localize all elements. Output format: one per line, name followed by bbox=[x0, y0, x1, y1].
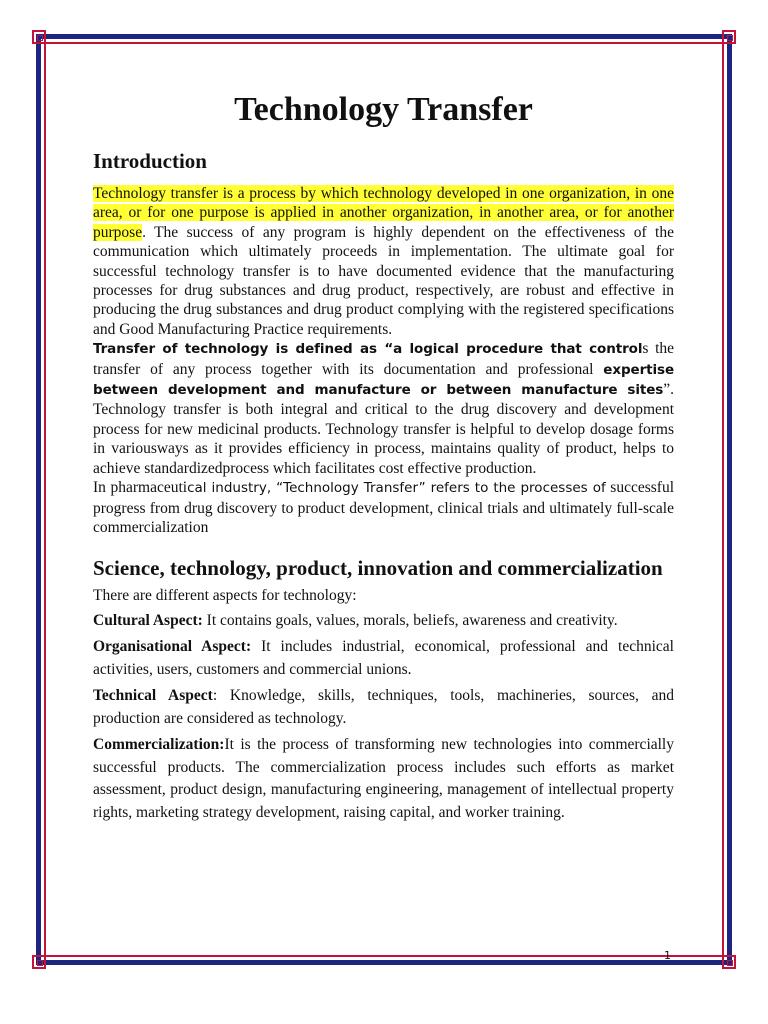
section-2-heading: Science, technology, product, innovation and commercialization bbox=[93, 556, 663, 581]
page-number: 1 bbox=[664, 949, 671, 962]
definition-lead: Transfer of technology is defined as “a logical procedure that control bbox=[93, 341, 643, 358]
definition-continuation: s the transfer of any process together with its documentation and professional bbox=[93, 340, 675, 378]
intro-paragraph-2-rest: ”. Technology transfer is both integral and critical to the drug discovery and development process for new medicinal products. Technology transfer is helpful to develop dosage forms in variousways as it provides efficiency in process, maintains quality of product, helps to achieve standardizedprocess which facilitates cost effective production. bbox=[93, 381, 674, 477]
section-2-lead: There are different aspects for technology: bbox=[93, 587, 357, 605]
aspect-text: It is the process of transforming new technologies into commercially successful products. The commercialization process includes such efforts as market assessment, product design, manufacturing engineering, management of intellectual property rights, marketing strategy development, raising capital, and worker training. bbox=[93, 736, 674, 821]
definition-expertise: expertise between development and manufacture or between manufacture sites bbox=[93, 361, 674, 399]
aspect-text: It includes industrial, economical, professional and technical activities, users, customers and commercial unions. bbox=[93, 638, 674, 678]
intro-paragraph-1 bbox=[93, 184, 674, 339]
highlighted-definition: Technology transfer is a process by which technology developed in one organization, in one area, or for one purpose is applied in another organization, in another area, or for another purpose bbox=[93, 185, 674, 241]
aspect-technical bbox=[93, 685, 674, 730]
corner-ornament-bottom-left bbox=[32, 955, 46, 969]
corner-ornament-top-right bbox=[722, 30, 736, 44]
aspect-text: : Knowledge, skills, techniques, tools, machineries, sources, and production are considered as technology. bbox=[93, 687, 674, 727]
aspect-label: Technical Aspect bbox=[93, 687, 213, 705]
intro-heading: Introduction bbox=[93, 149, 207, 173]
aspect-cultural bbox=[93, 610, 674, 633]
intro-paragraph-3 bbox=[93, 478, 674, 537]
aspect-label: Commercialization: bbox=[93, 736, 225, 754]
intro-paragraph-3-end: successful progress from drug discovery to product development, clinical trials and ultimately full-scale commercialization bbox=[93, 479, 675, 536]
aspect-label: Cultural Aspect: bbox=[93, 611, 203, 629]
corner-ornament-bottom-right bbox=[722, 955, 736, 969]
document-body bbox=[93, 86, 674, 824]
aspect-text: It contains goals, values, morals, beliefs, awareness and creativity. bbox=[202, 611, 618, 629]
intro-paragraph-3-mid: cal industry, “Technology Transfer” refers to the processes of bbox=[187, 480, 606, 497]
document-title: Technology Transfer bbox=[234, 91, 533, 128]
aspect-organisational bbox=[93, 636, 674, 681]
aspect-label: Organisational Aspect: bbox=[93, 638, 252, 656]
intro-paragraph-1-rest: . The success of any program is highly dependent on the effectiveness of the communication which ultimately proceeds in implementation. The ultimate goal for successful technology transfer is to have documented evidence that the manufacturing processes for drug substances and drug product, respectively, are robust and effective in producing the drug substances and drug product complying with the registered specifications and Good Manufacturing Practice requirements. bbox=[93, 223, 674, 338]
corner-ornament-top-left bbox=[32, 30, 46, 44]
aspect-commercialization bbox=[93, 734, 674, 824]
intro-paragraph-2 bbox=[93, 339, 674, 478]
intro-paragraph-3-start: In pharmaceuti bbox=[93, 479, 188, 497]
